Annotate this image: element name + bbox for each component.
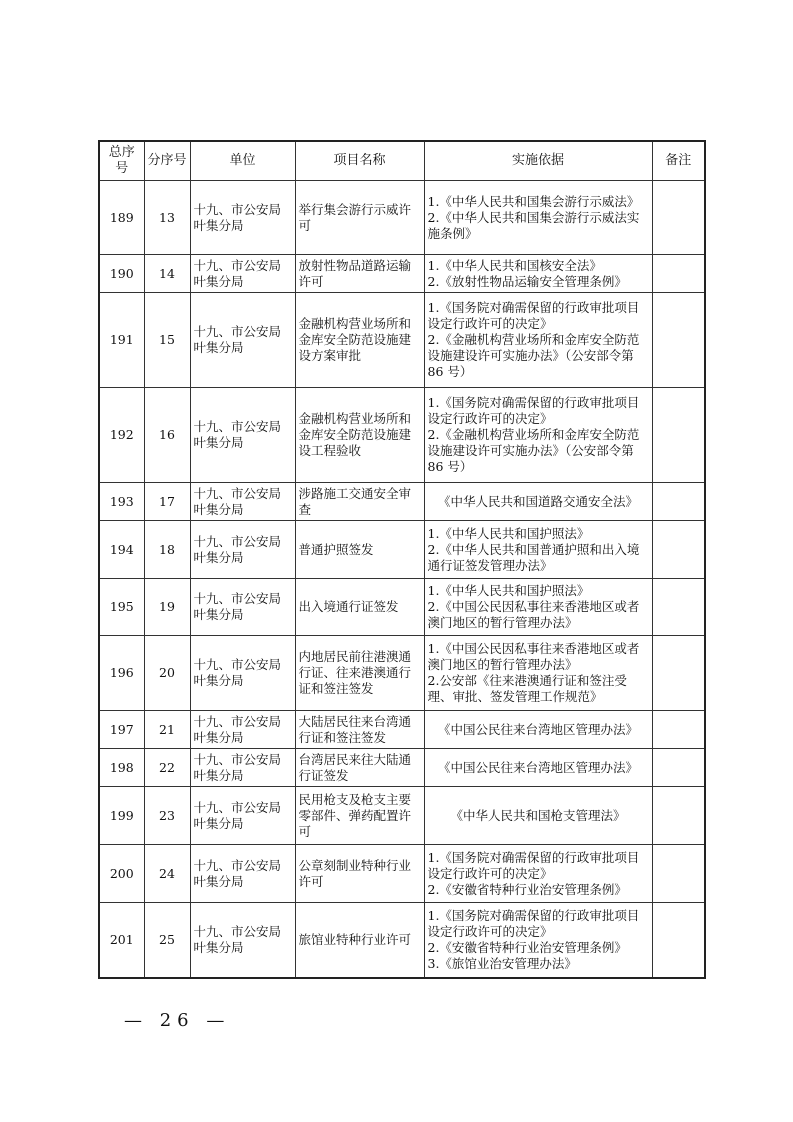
basis-line: 2.《安徽省特种行业治安管理条例》 [427,939,627,955]
basis-line: 2.《放射性物品运输安全管理条例》 [427,273,627,289]
unit-cell: 十九、市公安局叶集分局 [190,749,295,787]
table-row [99,749,705,787]
project-name-cell: 公章刻制业特种行业许可 [295,845,424,903]
unit-cell: 十九、市公安局叶集分局 [190,181,295,255]
sub-no-cell: 20 [144,636,190,711]
project-name-cell: 金融机构营业场所和金库安全防范设施建设方案审批 [295,293,424,388]
total-no-cell: 195 [99,579,144,636]
table-row [99,293,705,388]
table-row [99,636,705,711]
remarks-cell [652,711,705,749]
remarks-cell [652,521,705,579]
basis-line: 1.《中华人民共和国集会游行示威法》 [427,193,640,209]
basis-line: 1.《国务院对确需保留的行政审批项目设定行政许可的决定》 [427,849,640,881]
basis-cell [424,711,652,749]
table-row [99,255,705,293]
basis-line: 1.《中国公民因私事往来香港地区或者澳门地区的暂行管理办法》 [427,641,640,672]
total-no-cell: 190 [99,255,144,293]
total-no-cell: 191 [99,293,144,388]
sub-no-cell: 21 [144,711,190,749]
unit-cell: 十九、市公安局叶集分局 [190,255,295,293]
total-no-cell: 198 [99,749,144,787]
table-row [99,181,705,255]
basis-line: 《中国公民往来台湾地区管理办法》 [437,721,638,737]
table-header-row [99,141,705,181]
remarks-cell [652,483,705,521]
page-number: — 26 — [124,1010,231,1031]
basis-cell [424,903,652,978]
unit-cell: 十九、市公安局叶集分局 [190,787,295,845]
total-no-cell: 197 [99,711,144,749]
header-sub-no: 分序号 [144,141,190,181]
unit-cell: 十九、市公安局叶集分局 [190,845,295,903]
unit-cell: 十九、市公安局叶集分局 [190,521,295,579]
basis-line: 3.《旅馆业治安管理办法》 [427,955,577,971]
total-no-cell: 196 [99,636,144,711]
remarks-cell [652,903,705,978]
header-basis: 实施依据 [424,141,652,181]
unit-cell: 十九、市公安局叶集分局 [190,483,295,521]
remarks-cell [652,181,705,255]
basis-line: 2.《中华人民共和国普通护照和出入境通行证签发管理办法》 [427,541,640,573]
header-total-no: 总序号 [99,141,144,181]
table-row [99,787,705,845]
total-no-cell: 189 [99,181,144,255]
table-row [99,483,705,521]
basis-cell [424,293,652,388]
project-name-cell: 举行集会游行示威许可 [295,181,424,255]
table-row [99,711,705,749]
total-no-cell: 199 [99,787,144,845]
basis-line: 1.《中华人民共和国核安全法》 [427,257,602,273]
unit-cell: 十九、市公安局叶集分局 [190,579,295,636]
project-name-cell: 普通护照签发 [295,521,424,579]
sub-no-cell: 13 [144,181,190,255]
project-name-cell: 金融机构营业场所和金库安全防范设施建设工程验收 [295,388,424,483]
remarks-cell [652,255,705,293]
basis-line: 《中国公民往来台湾地区管理办法》 [437,759,638,775]
table-row [99,903,705,978]
header-project-name: 项目名称 [295,141,424,181]
unit-cell: 十九、市公安局叶集分局 [190,711,295,749]
basis-line: 《中华人民共和国道路交通安全法》 [437,493,638,509]
project-name-cell: 大陆居民往来台湾通行证和签注签发 [295,711,424,749]
project-name-cell: 放射性物品道路运输许可 [295,255,424,293]
basis-line: 2.《金融机构营业场所和金库安全防范设施建设许可实施办法》（公安部令第 86 号） [427,332,640,379]
unit-cell: 十九、市公安局叶集分局 [190,293,295,388]
header-unit: 单位 [190,141,295,181]
sub-no-cell: 24 [144,845,190,903]
basis-cell [424,845,652,903]
table-body [99,181,705,978]
total-no-cell: 192 [99,388,144,483]
sub-no-cell: 19 [144,579,190,636]
total-no-cell: 200 [99,845,144,903]
basis-cell [424,388,652,483]
table-row [99,521,705,579]
remarks-cell [652,749,705,787]
sub-no-cell: 25 [144,903,190,978]
basis-line: 2.《安徽省特种行业治安管理条例》 [427,881,627,897]
basis-line: 2.公安部《往来港澳通行证和签注受理、审批、签发管理工作规范》 [427,673,627,704]
table-row [99,388,705,483]
basis-line: 2.《中国公民因私事往来香港地区或者澳门地区的暂行管理办法》 [427,599,640,630]
project-name-cell: 内地居民前往港澳通行证、往来港澳通行证和签注签发 [295,636,424,711]
sub-no-cell: 22 [144,749,190,787]
basis-line: 1.《国务院对确需保留的行政审批项目设定行政许可的决定》 [427,300,640,331]
basis-line: 1.《中华人民共和国护照法》 [427,525,590,541]
sub-no-cell: 18 [144,521,190,579]
table-row [99,579,705,636]
basis-cell [424,787,652,845]
basis-line: 2.《金融机构营业场所和金库安全防范设施建设许可实施办法》（公安部令第 86 号） [427,427,640,474]
basis-line: 1.《国务院对确需保留的行政审批项目设定行政许可的决定》 [427,907,640,939]
remarks-cell [652,636,705,711]
sub-no-cell: 14 [144,255,190,293]
project-name-cell: 出入境通行证签发 [295,579,424,636]
sub-no-cell: 17 [144,483,190,521]
basis-cell [424,255,652,293]
basis-cell [424,749,652,787]
remarks-cell [652,787,705,845]
sub-no-cell: 16 [144,388,190,483]
remarks-cell [652,579,705,636]
remarks-cell [652,293,705,388]
project-name-cell: 旅馆业特种行业许可 [295,903,424,978]
project-name-cell: 民用枪支及枪支主要零部件、弹药配置许可 [295,787,424,845]
total-no-cell: 201 [99,903,144,978]
unit-cell: 十九、市公安局叶集分局 [190,903,295,978]
table-row [99,845,705,903]
total-no-cell: 193 [99,483,144,521]
approval-items-table [98,140,706,979]
basis-cell [424,181,652,255]
project-name-cell: 台湾居民来往大陆通行证签发 [295,749,424,787]
remarks-cell [652,388,705,483]
header-remarks: 备注 [652,141,705,181]
remarks-cell [652,845,705,903]
total-no-cell: 194 [99,521,144,579]
basis-cell [424,521,652,579]
unit-cell: 十九、市公安局叶集分局 [190,388,295,483]
basis-line: 2.《中华人民共和国集会游行示威法实施条例》 [427,209,640,241]
project-name-cell: 涉路施工交通安全审查 [295,483,424,521]
unit-cell: 十九、市公安局叶集分局 [190,636,295,711]
sub-no-cell: 15 [144,293,190,388]
basis-cell [424,636,652,711]
sub-no-cell: 23 [144,787,190,845]
basis-line: 1.《国务院对确需保留的行政审批项目设定行政许可的决定》 [427,395,640,426]
basis-line: 1.《中华人民共和国护照法》 [427,583,590,598]
basis-line: 《中华人民共和国枪支管理法》 [450,807,626,823]
basis-cell [424,483,652,521]
basis-cell [424,579,652,636]
